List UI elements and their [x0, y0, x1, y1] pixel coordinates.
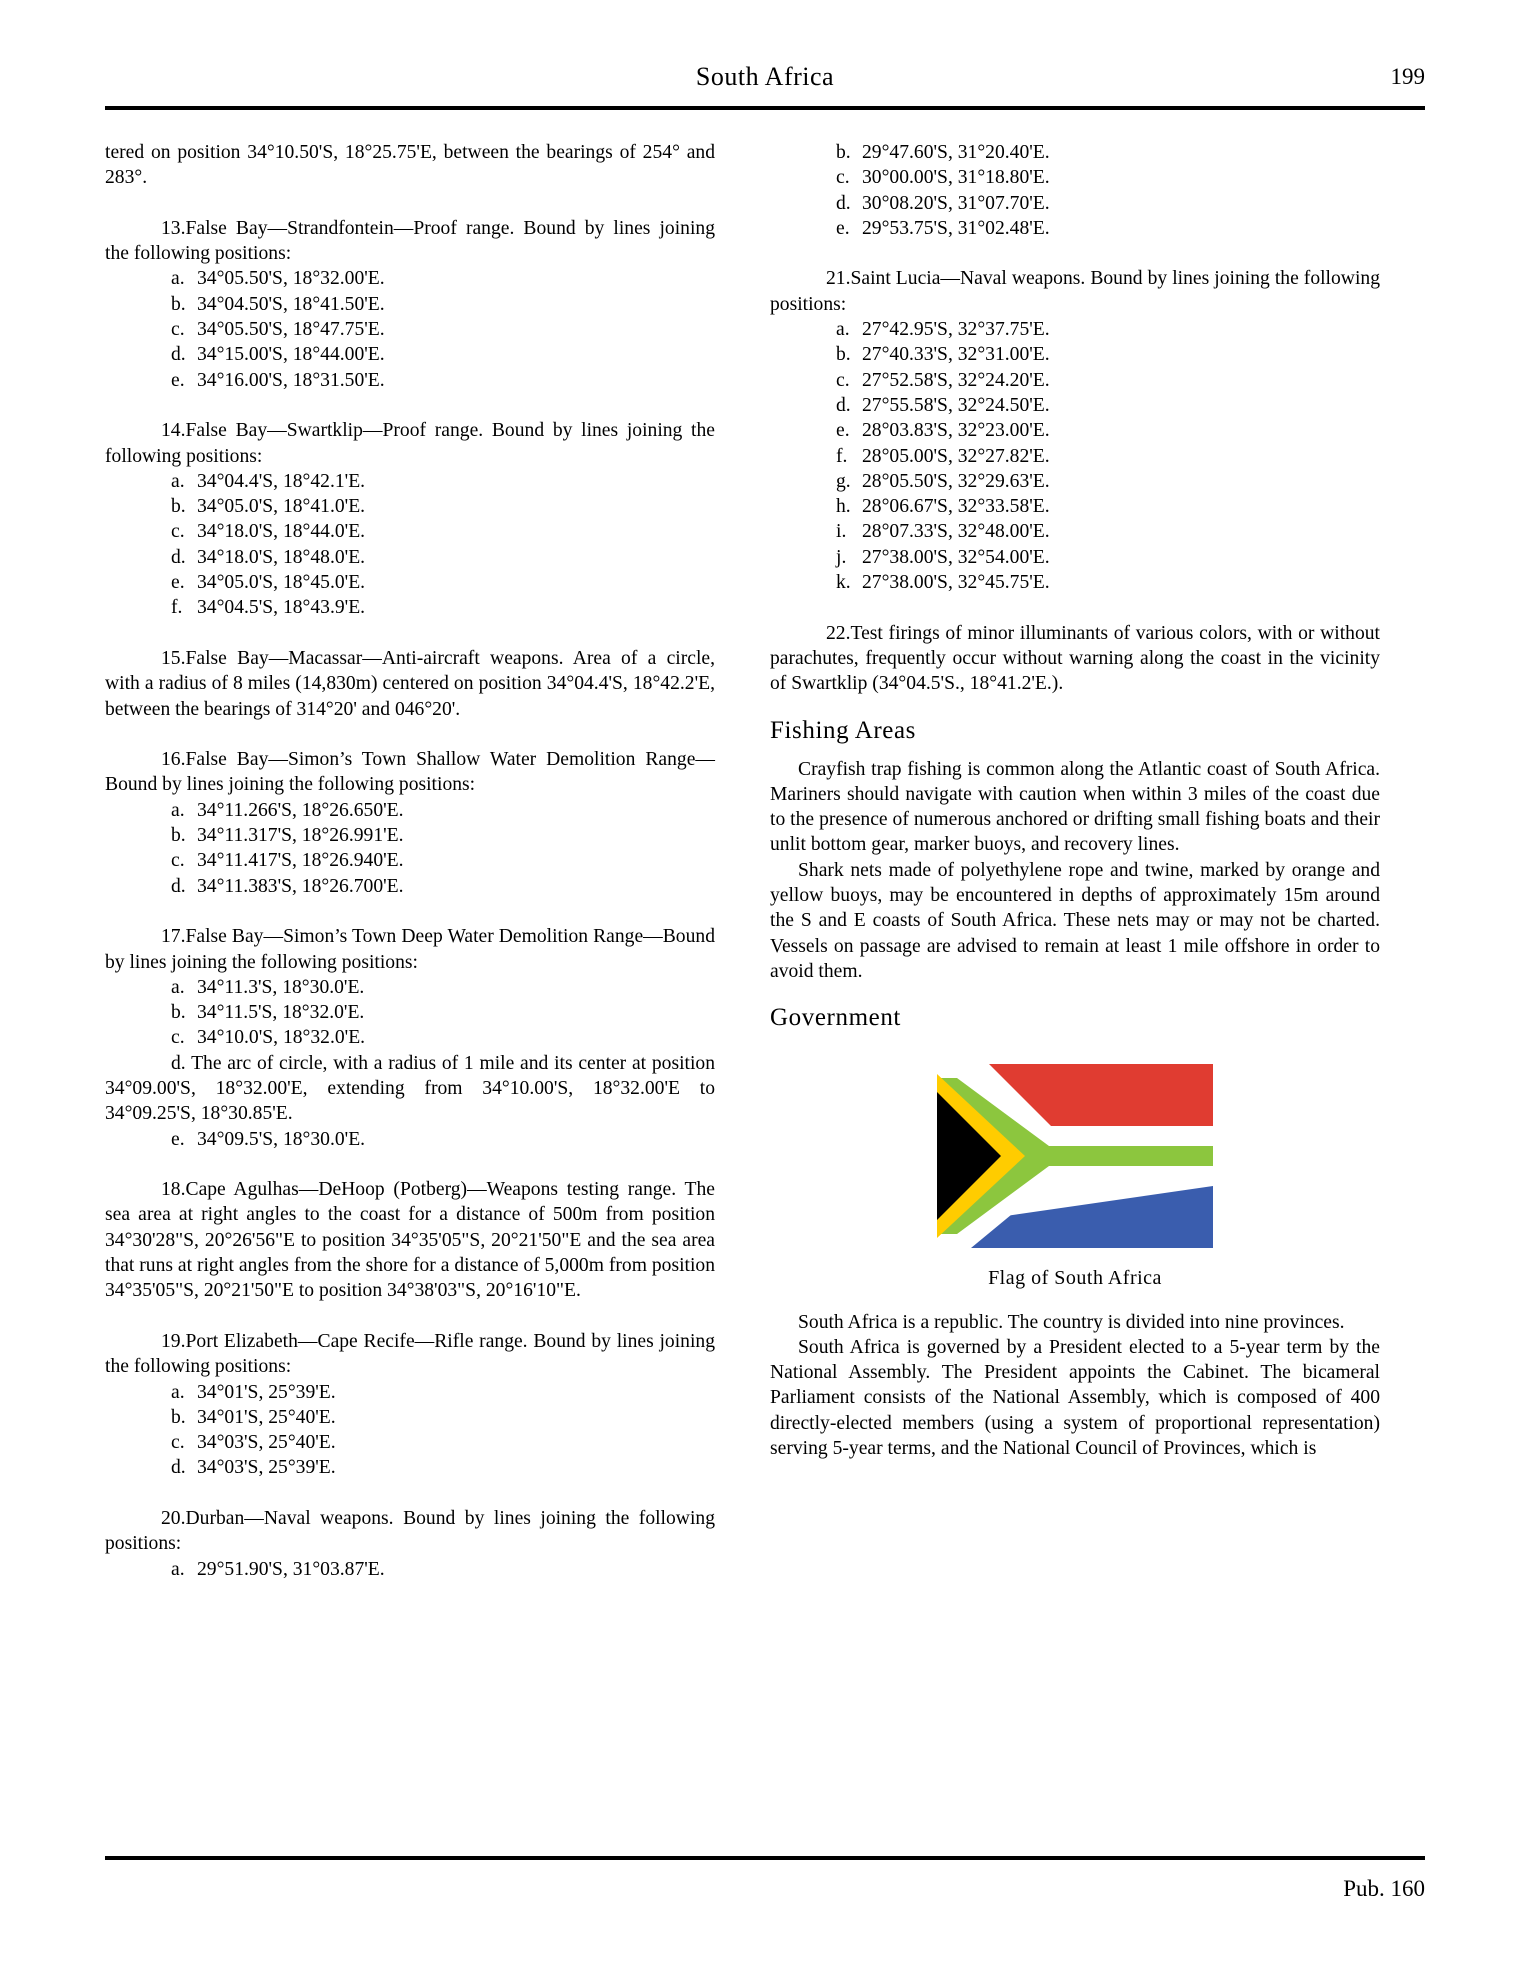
item-letter: h. — [836, 496, 851, 518]
item-text: 28°05.00'S, 32°27.82'E. — [862, 445, 1050, 467]
item-text: 34°11.3'S, 18°30.0'E. — [197, 976, 365, 998]
item-text: 34°04.4'S, 18°42.1'E. — [197, 470, 366, 492]
item-letter: g. — [836, 470, 851, 492]
entry-number: 20. — [161, 1508, 186, 1530]
entry-text: Port Elizabeth—Cape Recife—Rifle range. Bound by lines joining the following positions: — [105, 1330, 715, 1378]
paragraph-spacer — [105, 722, 715, 747]
paragraph-spacer — [105, 621, 715, 646]
item-text: 34°11.383'S, 18°26.700'E. — [197, 875, 404, 897]
item-letter: b. — [171, 1002, 186, 1024]
item-text: 28°03.83'S, 32°23.00'E. — [862, 420, 1050, 442]
list-item — [105, 975, 715, 1000]
item-letter: b. — [836, 344, 851, 366]
list-item — [770, 418, 1380, 443]
item-letter: c. — [836, 167, 850, 189]
numbered-entry — [105, 216, 715, 267]
entry-text: False Bay—Strandfontein—Proof range. Bound by lines joining the following positions: — [105, 217, 715, 265]
item-letter: b. — [171, 293, 186, 315]
section-heading-fishing-areas: Fishing Areas — [770, 716, 916, 744]
item-text: 34°01'S, 25°40'E. — [197, 1406, 336, 1428]
list-item-paragraph: d. The arc of circle, with a radius of 1 mile and its center at position 34°09.00'S, 18°32.00'E, extending from 34°10.00'S, 18°32.00'E to 34°09.25'S, 18°30.85'E. — [105, 1052, 715, 1125]
list-item — [770, 469, 1380, 494]
item-text: 27°38.00'S, 32°45.75'E. — [862, 572, 1050, 594]
entry-text: False Bay—Simon’s Town Shallow Water Demolition Range—Bound by lines joining the following positions: — [105, 749, 715, 796]
numbered-entry — [770, 621, 1380, 697]
item-letter: f. — [836, 445, 848, 467]
item-letter: e. — [171, 1128, 185, 1150]
item-text: 34°11.5'S, 18°32.0'E. — [197, 1002, 365, 1024]
list-item — [105, 1405, 715, 1430]
item-letter: a. — [836, 319, 850, 341]
list-item — [770, 570, 1380, 595]
item-text: 34°10.0'S, 18°32.0'E. — [197, 1027, 366, 1049]
right-column — [770, 140, 1380, 1461]
item-text: 34°05.50'S, 18°47.75'E. — [197, 319, 385, 341]
item-letter: f. — [171, 597, 183, 619]
flag-of-south-africa-icon — [937, 1064, 1213, 1248]
item-text: 30°08.20'S, 31°07.70'E. — [862, 192, 1050, 214]
item-letter: d. — [836, 192, 851, 214]
entry-text: False Bay—Swartklip—Proof range. Bound by lines joining the following positions: — [105, 420, 715, 467]
item-letter: a. — [171, 976, 185, 998]
page-title: South Africa — [695, 62, 835, 91]
item-letter: e. — [836, 217, 850, 239]
paragraph-spacer — [770, 241, 1380, 266]
item-letter: d. — [171, 875, 186, 897]
numbered-entry — [105, 1506, 715, 1557]
list-item — [770, 342, 1380, 367]
body-paragraph: Shark nets made of polyethylene rope and twine, marked by orange and yellow buoys, may be encountered in depths of approximately 15m around the S and E coasts of South Africa. These nets may or may not be charted. Vessels on passage are advised to remain at least 1 mile offshore in order to avoid them. — [770, 859, 1380, 982]
list-item — [770, 165, 1380, 190]
item-letter: c. — [171, 850, 185, 872]
item-letter: a. — [171, 268, 185, 290]
list-item — [770, 191, 1380, 216]
paragraph-spacer — [105, 1481, 715, 1506]
item-letter: d. — [836, 394, 851, 416]
item-text: 34°16.00'S, 18°31.50'E. — [197, 369, 385, 391]
item-letter: a. — [171, 470, 185, 492]
item-text: 28°05.50'S, 32°29.63'E. — [862, 470, 1050, 492]
item-letter: d. — [171, 344, 186, 366]
body-paragraph: Crayfish trap fishing is common along the Atlantic coast of South Africa. Mariners should navigate with caution when within 3 miles of the coast due to the presence of numerous anchored or drifting small fishing boats and their unlit bottom gear, marker buoys, and recovery lines. — [770, 758, 1380, 856]
item-letter: c. — [171, 1027, 185, 1049]
item-letter: b. — [171, 496, 186, 518]
item-text: 34°05.0'S, 18°45.0'E. — [197, 572, 366, 594]
item-letter: e. — [171, 572, 185, 594]
page-number: 199 — [1390, 64, 1425, 89]
entry-text: False Bay—Simon’s Town Deep Water Demolition Range—Bound by lines joining the following positions: — [105, 926, 715, 973]
item-text: 29°51.90'S, 31°03.87'E. — [197, 1558, 385, 1580]
numbered-entry — [770, 266, 1380, 317]
list-item — [105, 266, 715, 291]
entry-text: Cape Agulhas—DeHoop (Potberg)—Weapons testing range. The sea area at right angles to the coast for a distance of 500m from position 34°30'28"S, 20°26'56"E to position 34°35'05"S, 20°21'50"E and the sea area that runs at right angles from the shore for a distance of 5,000m from position 34°35'05"S, 20°21'50"E to position 34°38'03"S, 20°16'10"E. — [105, 1179, 715, 1302]
list-item — [105, 1025, 715, 1050]
item-text: 34°15.00'S, 18°44.00'E. — [197, 344, 385, 366]
list-item — [105, 798, 715, 823]
list-item — [770, 519, 1380, 544]
item-text: 27°42.95'S, 32°37.75'E. — [862, 319, 1050, 341]
item-letter: b. — [171, 825, 186, 847]
footer-publication: Pub. 160 — [1343, 1876, 1425, 1901]
list-item — [770, 545, 1380, 570]
left-column — [105, 140, 715, 1582]
body-paragraph: South Africa is a republic. The country is divided into nine provinces. — [798, 1311, 1345, 1333]
list-item — [105, 570, 715, 595]
header-rule — [105, 106, 1425, 110]
item-letter: c. — [171, 1432, 185, 1454]
item-text: 27°55.58'S, 32°24.50'E. — [862, 394, 1050, 416]
list-item — [770, 216, 1380, 241]
item-letter: e. — [836, 420, 850, 442]
item-text: 28°06.67'S, 32°33.58'E. — [862, 496, 1050, 518]
list-item — [105, 1557, 715, 1582]
flag-figure — [770, 1064, 1380, 1291]
list-item — [105, 595, 715, 620]
paragraph-spacer — [105, 899, 715, 924]
item-text: 27°52.58'S, 32°24.20'E. — [862, 369, 1050, 391]
item-letter: b. — [171, 1406, 186, 1428]
numbered-entry — [105, 1177, 715, 1303]
item-letter: d. — [171, 546, 186, 568]
list-item — [105, 317, 715, 342]
item-text: 29°47.60'S, 31°20.40'E. — [862, 142, 1050, 163]
entry-number: 14. — [161, 420, 186, 442]
numbered-entry — [105, 646, 715, 722]
entry-number: 13. — [161, 217, 186, 239]
entry-number: 18. — [161, 1179, 186, 1201]
item-letter: c. — [171, 319, 185, 341]
item-letter: a. — [171, 1558, 185, 1580]
item-text: 34°04.5'S, 18°43.9'E. — [197, 597, 366, 619]
item-letter: b. — [836, 142, 851, 163]
item-text: 30°00.00'S, 31°18.80'E. — [862, 167, 1050, 189]
list-item — [105, 1127, 715, 1152]
item-letter: a. — [171, 1381, 185, 1403]
entry-number: 21. — [826, 268, 851, 290]
item-letter: c. — [171, 521, 185, 543]
entry-number: 19. — [161, 1330, 186, 1352]
numbered-entry — [105, 924, 715, 975]
list-item — [105, 848, 715, 873]
item-text: 28°07.33'S, 32°48.00'E. — [862, 521, 1050, 543]
item-letter: k. — [836, 572, 851, 594]
list-item — [105, 292, 715, 317]
entry-number: 15. — [161, 647, 186, 669]
item-text: 34°05.0'S, 18°41.0'E. — [197, 496, 366, 518]
section-heading-government: Government — [770, 1004, 901, 1032]
footer-rule — [105, 1856, 1425, 1860]
item-text: 34°11.417'S, 18°26.940'E. — [197, 850, 404, 872]
entry-text: Saint Lucia—Naval weapons. Bound by lines joining the following positions: — [770, 268, 1380, 315]
item-letter: j. — [836, 546, 847, 568]
list-item — [770, 140, 1380, 165]
item-text: 27°38.00'S, 32°54.00'E. — [862, 546, 1050, 568]
continued-paragraph: tered on position 34°10.50'S, 18°25.75'E, between the bearings of 254° and 283°. — [105, 142, 715, 189]
item-letter: c. — [836, 369, 850, 391]
item-text: 34°03'S, 25°39'E. — [197, 1457, 336, 1479]
item-text: 34°18.0'S, 18°48.0'E. — [197, 546, 366, 568]
item-letter: d. — [171, 1457, 186, 1479]
list-item — [105, 469, 715, 494]
list-item — [770, 494, 1380, 519]
body-paragraph: South Africa is governed by a President elected to a 5-year term by the National Assembly. The President appoints the Cabinet. The bicameral Parliament consists of the National Assembly, which is composed of 400 directly-elected members (using a system of proportional representation) serving 5-year terms, and the National Council of Provinces, which is — [770, 1336, 1380, 1459]
item-text: 34°11.266'S, 18°26.650'E. — [197, 799, 404, 821]
list-item — [105, 1430, 715, 1455]
paragraph-spacer — [105, 191, 715, 216]
list-item — [105, 545, 715, 570]
entry-number: 17. — [161, 926, 186, 948]
list-item — [105, 519, 715, 544]
numbered-entry — [105, 1329, 715, 1380]
list-item — [105, 1380, 715, 1405]
list-item — [105, 1000, 715, 1025]
list-item — [105, 1455, 715, 1480]
item-text: 34°09.5'S, 18°30.0'E. — [197, 1128, 366, 1150]
flag-svg — [937, 1064, 1213, 1248]
item-letter: a. — [171, 799, 185, 821]
numbered-entry — [105, 418, 715, 469]
entry-text: Durban—Naval weapons. Bound by lines joining the following positions: — [105, 1508, 715, 1555]
item-text: 27°40.33'S, 32°31.00'E. — [862, 344, 1050, 366]
entry-text: Test firings of minor illuminants of various colors, with or without parachutes, frequently occur without warning along the coast in the vicinity of Swartklip (34°04.5'S., 18°41.2'E.). — [770, 622, 1380, 695]
item-text: 34°04.50'S, 18°41.50'E. — [197, 293, 385, 315]
list-item — [770, 317, 1380, 342]
paragraph-spacer — [105, 1304, 715, 1329]
entry-number: 22. — [826, 622, 851, 644]
list-item — [770, 444, 1380, 469]
list-item — [105, 368, 715, 393]
item-text: 34°18.0'S, 18°44.0'E. — [197, 521, 366, 543]
page-header — [105, 62, 1425, 102]
figure-caption: Flag of South Africa — [988, 1267, 1162, 1290]
list-item — [105, 823, 715, 848]
item-text: 34°11.317'S, 18°26.991'E. — [197, 825, 404, 847]
paragraph-spacer — [770, 595, 1380, 620]
item-text: 29°53.75'S, 31°02.48'E. — [862, 217, 1050, 239]
numbered-entry — [105, 747, 715, 798]
entry-number: 16. — [161, 749, 186, 771]
list-item — [105, 874, 715, 899]
list-item — [770, 368, 1380, 393]
item-letter: e. — [171, 369, 185, 391]
item-letter: i. — [836, 521, 847, 543]
item-text: 34°05.50'S, 18°32.00'E. — [197, 268, 385, 290]
list-item — [770, 393, 1380, 418]
list-item — [105, 342, 715, 367]
item-text: 34°01'S, 25°39'E. — [197, 1381, 336, 1403]
list-item — [105, 494, 715, 519]
paragraph-spacer — [105, 1152, 715, 1177]
paragraph-spacer — [105, 393, 715, 418]
item-text: 34°03'S, 25°40'E. — [197, 1432, 336, 1454]
entry-text: False Bay—Macassar—Anti-aircraft weapons. Area of a circle, with a radius of 8 miles (14,830m) centered on position 34°04.4'S, 18°42.2'E, between the bearings of 314°20' and 046°20'. — [105, 647, 715, 720]
